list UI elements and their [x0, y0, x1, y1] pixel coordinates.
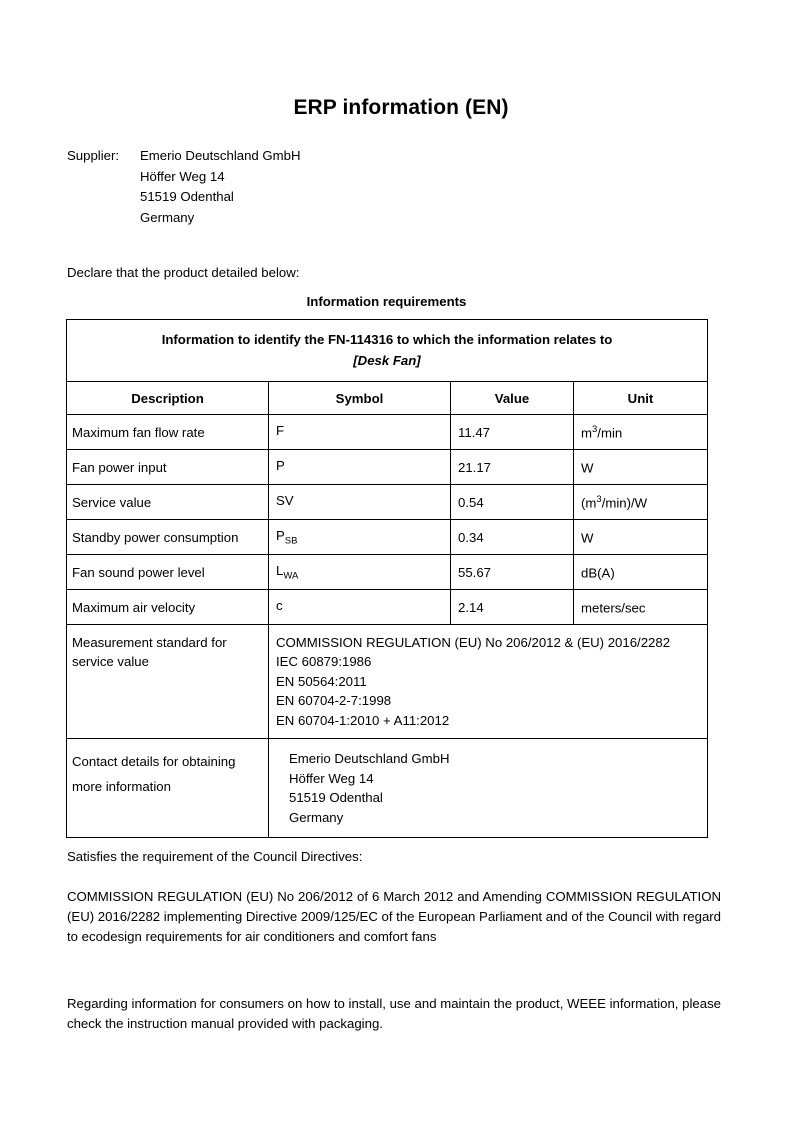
column-header-symbol: Symbol: [269, 382, 451, 415]
table-row: [67, 415, 708, 450]
column-header-value: Value: [451, 382, 574, 415]
row-description: Fan sound power level: [67, 555, 269, 590]
row-symbol-subscript: SB: [284, 535, 298, 547]
standard-line: COMMISSION REGULATION (EU) No 206/2012 & (EU) 2016/2282: [276, 635, 671, 650]
supplier-label: Supplier:: [67, 148, 120, 163]
contact-details-label-line: Contact details for obtaining: [72, 754, 236, 770]
footer-section: [67, 847, 721, 1034]
measurement-standard-label-line: Measurement standard for: [72, 635, 227, 650]
contact-details-address: [269, 739, 708, 838]
page-title: ERP information (EN): [293, 96, 509, 119]
supplier-address-line: Germany: [140, 209, 195, 225]
row-unit-superscript: 3: [596, 493, 602, 505]
row-value: 0.34: [451, 520, 574, 555]
row-symbol-base: P: [276, 457, 285, 473]
row-value: 11.47: [451, 415, 574, 450]
contact-address-line: Emerio Deutschland GmbH: [289, 751, 450, 767]
table-header-row: [67, 382, 708, 415]
row-description: Service value: [67, 485, 269, 520]
measurement-standard-label-line: service value: [72, 654, 149, 670]
row-symbol-base: P: [276, 527, 285, 543]
supplier-address: [140, 146, 301, 228]
contact-address-line: 51519 Odenthal: [289, 790, 383, 806]
row-symbol-base: L: [276, 562, 284, 578]
row-unit: [574, 590, 708, 625]
spacer: [67, 947, 721, 994]
identify-line-primary: Information to identify the FN-114316 to which the information relates to: [161, 332, 613, 347]
row-unit: [574, 555, 708, 590]
row-symbol-base: F: [276, 422, 285, 438]
supplier-address-line: Höffer Weg 14: [140, 168, 225, 184]
table-row-measurement-standard: [67, 625, 708, 739]
row-symbol: [269, 590, 451, 625]
table-row: [67, 520, 708, 555]
column-header-description: Description: [67, 382, 269, 415]
row-symbol-base: c: [276, 597, 283, 613]
row-description: Standby power consumption: [67, 520, 269, 555]
supplier-address-line: 51519 Odenthal: [140, 189, 234, 204]
table-row-contact-details: [67, 739, 708, 838]
row-symbol: [269, 415, 451, 450]
standard-line: EN 60704-2-7:1998: [276, 693, 392, 709]
contact-details-label-line: more information: [72, 779, 171, 795]
table-row: [67, 485, 708, 520]
table-row: [67, 590, 708, 625]
satisfies-line: Satisfies the requirement of the Council Directives:: [67, 849, 363, 864]
row-value: 0.54: [451, 485, 574, 520]
row-unit: [574, 485, 708, 520]
row-symbol: [269, 450, 451, 485]
row-unit-prefix: m: [581, 425, 592, 441]
row-unit-prefix: dB(A): [581, 565, 615, 581]
contact-details-label: [67, 739, 269, 838]
row-unit-prefix: W: [581, 460, 594, 476]
row-unit-suffix: /min: [597, 425, 623, 441]
supplier-block: [67, 146, 301, 228]
measurement-standard-list: [269, 625, 708, 739]
row-symbol: [269, 485, 451, 520]
row-symbol-base: SV: [276, 492, 294, 508]
row-description: Maximum air velocity: [67, 590, 269, 625]
regulation-paragraph: COMMISSION REGULATION (EU) No 206/2012 of 6 March 2012 and Amending COMMISSION REGULATION (EU) 2016/2282 implementing Directive 2009/125/EC of the European Parliament and of the Council with regard to ecodesign requirements for air conditioners and comfort fans: [67, 889, 721, 944]
row-symbol: [269, 555, 451, 590]
erp-information-table: [66, 319, 708, 838]
standard-line: EN 60704-1:2010 + A11:2012: [276, 712, 450, 728]
declaration-line: Declare that the product detailed below:: [67, 265, 300, 280]
row-value: 21.17: [451, 450, 574, 485]
table-row: [67, 555, 708, 590]
row-unit-prefix: W: [581, 530, 594, 546]
table-row: [67, 450, 708, 485]
row-value: 55.67: [451, 555, 574, 590]
row-unit: [574, 450, 708, 485]
information-requirements-heading: Information requirements: [306, 294, 467, 309]
identify-line-product-type: [Desk Fan]: [353, 353, 421, 368]
row-unit-suffix: /min)/W: [601, 495, 648, 511]
standard-line: IEC 60879:1986: [276, 654, 372, 670]
row-unit: [574, 520, 708, 555]
row-description: Fan power input: [67, 450, 269, 485]
row-description: Maximum fan flow rate: [67, 415, 269, 450]
row-unit-superscript: 3: [592, 423, 598, 435]
supplier-address-line: Emerio Deutschland GmbH: [140, 148, 301, 163]
contact-address-line: Germany: [289, 809, 344, 825]
spacer: [67, 866, 721, 887]
row-unit-prefix: (m: [581, 495, 597, 511]
contact-address-line: Höffer Weg 14: [289, 770, 374, 786]
row-symbol: [269, 520, 451, 555]
row-symbol-subscript: WA: [283, 570, 299, 582]
row-unit: [574, 415, 708, 450]
row-value: 2.14: [451, 590, 574, 625]
row-unit-prefix: meters/sec: [581, 600, 646, 616]
standard-line: EN 50564:2011: [276, 673, 367, 689]
table-identify-row: [67, 320, 708, 382]
measurement-standard-label: [67, 625, 269, 739]
column-header-unit: Unit: [574, 382, 708, 415]
identify-cell: [67, 320, 708, 382]
weee-paragraph: Regarding information for consumers on how to install, use and maintain the product, WEEE information, please check the instruction manual provided with packaging.: [67, 996, 721, 1031]
